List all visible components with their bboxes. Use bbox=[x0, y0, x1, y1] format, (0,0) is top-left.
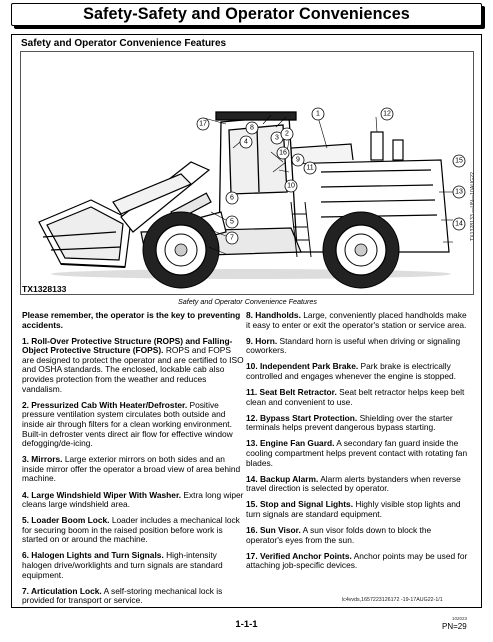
feature-item-1: 1. Roll-Over Protective Structure (ROPS) and Falling-Object Protective Structure (FOPS). ROPS and FOPS are designed to protect the operator and are certified to ISO and OSHA standards. The enclosed, lockable cab also provides protection from the weather and reduces vandalism. bbox=[22, 335, 244, 394]
pn-number: PN=29 bbox=[442, 622, 467, 631]
svg-text:6: 6 bbox=[230, 194, 234, 202]
feature-item-14: 14. Backup Alarm. Alarm alerts bystanders when reverse travel direction is selected by operator. bbox=[246, 473, 461, 494]
svg-text:4: 4 bbox=[244, 138, 248, 146]
svg-text:16: 16 bbox=[279, 149, 287, 157]
callout-5 bbox=[226, 216, 238, 228]
callout-16 bbox=[277, 147, 289, 159]
feature-panel bbox=[11, 34, 482, 608]
svg-text:12: 12 bbox=[383, 110, 391, 118]
callout-7 bbox=[226, 232, 238, 244]
svg-text:10: 10 bbox=[287, 182, 295, 190]
feature-item-3: 3. Mirrors. Large exterior mirrors on both sides and an inside mirror offer the operator a broad view of area behind machine. bbox=[22, 454, 241, 484]
figure-code: TX1328133 bbox=[22, 284, 67, 294]
intro-text: Please remember, the operator is the key to preventing accidents. bbox=[22, 310, 241, 330]
callout-9 bbox=[292, 154, 304, 166]
feature-item-2: 2. Pressurized Cab With Heater/Defroster. Positive pressure ventilation system circulates both outside and inside air through filters for a clean working environment. Built-in defroster vents direct air flow for effective window defogging/de-icing. bbox=[22, 399, 233, 449]
svg-text:7: 7 bbox=[230, 234, 234, 242]
features-column-right bbox=[246, 311, 468, 577]
svg-text:5: 5 bbox=[230, 218, 234, 226]
callout-14 bbox=[453, 218, 465, 230]
rear-wheel bbox=[323, 212, 399, 288]
feature-item-7: 7. Articulation Lock. A self-storing mechanical lock is provided for transport or service. bbox=[22, 585, 223, 606]
callout-4 bbox=[240, 136, 252, 148]
callout-1 bbox=[312, 108, 324, 120]
svg-text:15: 15 bbox=[455, 157, 463, 165]
svg-text:2: 2 bbox=[285, 130, 289, 138]
feature-item-8: 8. Handholds. Large, conveniently placed handholds make it easy to enter or exit the operator's station or service area. bbox=[246, 310, 467, 330]
figure-side-ref: TX1328133 —UN—10AUG22 bbox=[470, 172, 476, 241]
callout-6 bbox=[226, 192, 238, 204]
feature-item-17: 17. Verified Anchor Points. Anchor points may be used for attaching job-specific devices. bbox=[246, 550, 468, 571]
page-title: Safety-Safety and Operator Conveniences bbox=[11, 3, 482, 26]
callout-8 bbox=[246, 122, 258, 134]
feature-item-9: 9. Horn. Standard horn is useful when driving or signaling coworkers. bbox=[246, 335, 461, 356]
callout-17 bbox=[197, 118, 209, 130]
callout-2 bbox=[281, 128, 293, 140]
svg-text:13: 13 bbox=[455, 188, 463, 196]
bucket bbox=[39, 200, 131, 267]
wheel-loader-drawing bbox=[21, 52, 475, 296]
feature-item-11: 11. Seat Belt Retractor. Seat belt retractor helps keep belt clean and convenient to use. bbox=[246, 387, 465, 407]
svg-text:11: 11 bbox=[306, 164, 314, 172]
callout-15 bbox=[453, 155, 465, 167]
loader-illustration bbox=[20, 51, 474, 295]
callout-10 bbox=[285, 180, 297, 192]
callout-13 bbox=[453, 186, 465, 198]
feature-item-13: 13. Engine Fan Guard. A secondary fan guard inside the cooling compartment helps prevent contact with rotating fan blades. bbox=[246, 438, 468, 468]
section-title: Safety and Operator Convenience Features bbox=[21, 38, 227, 49]
feature-item-15: 15. Stop and Signal Lights. Highly visible stop lights and turn signals are standard equipment. bbox=[246, 499, 461, 519]
feature-item-5: 5. Loader Boom Lock. Loader includes a mechanical lock for securing boom in the raised position before work is started on or around the machine. bbox=[22, 515, 240, 545]
callout-12 bbox=[381, 108, 393, 120]
svg-text:17: 17 bbox=[199, 120, 207, 128]
feature-item-4: 4. Large Windshield Wiper With Washer. Extra long wiper cleans large windshield area. bbox=[22, 489, 244, 510]
feature-item-16: 16. Sun Visor. A sun visor folds down to block the operator's eyes from the sun. bbox=[246, 525, 432, 545]
svg-text:8: 8 bbox=[250, 124, 254, 132]
features-column-left bbox=[22, 311, 244, 612]
revision-code: 102023 bbox=[452, 616, 468, 621]
front-wheel bbox=[143, 212, 219, 288]
page-number: 1-1-1 bbox=[235, 619, 258, 630]
feature-item-6: 6. Halogen Lights and Turn Signals. High-intensity halogen drive/worklights and turn signals are standard equipment. bbox=[22, 550, 223, 580]
document-reference: lc4vvds,1657223126172 -19-17AUG22-1/1 bbox=[342, 597, 443, 603]
figure-caption: Safety and Operator Convenience Features bbox=[177, 297, 318, 306]
callout-11 bbox=[304, 162, 316, 174]
feature-item-10: 10. Independent Park Brake. Park brake is electrically controlled and engages whenever the engine is stopped. bbox=[246, 361, 456, 381]
feature-item-12: 12. Bypass Start Protection. Shielding over the starter terminals helps prevent dangerous bypass starting. bbox=[246, 412, 453, 433]
svg-text:1: 1 bbox=[316, 110, 320, 118]
svg-text:9: 9 bbox=[296, 156, 300, 164]
svg-text:3: 3 bbox=[275, 134, 279, 142]
svg-text:14: 14 bbox=[455, 220, 463, 228]
